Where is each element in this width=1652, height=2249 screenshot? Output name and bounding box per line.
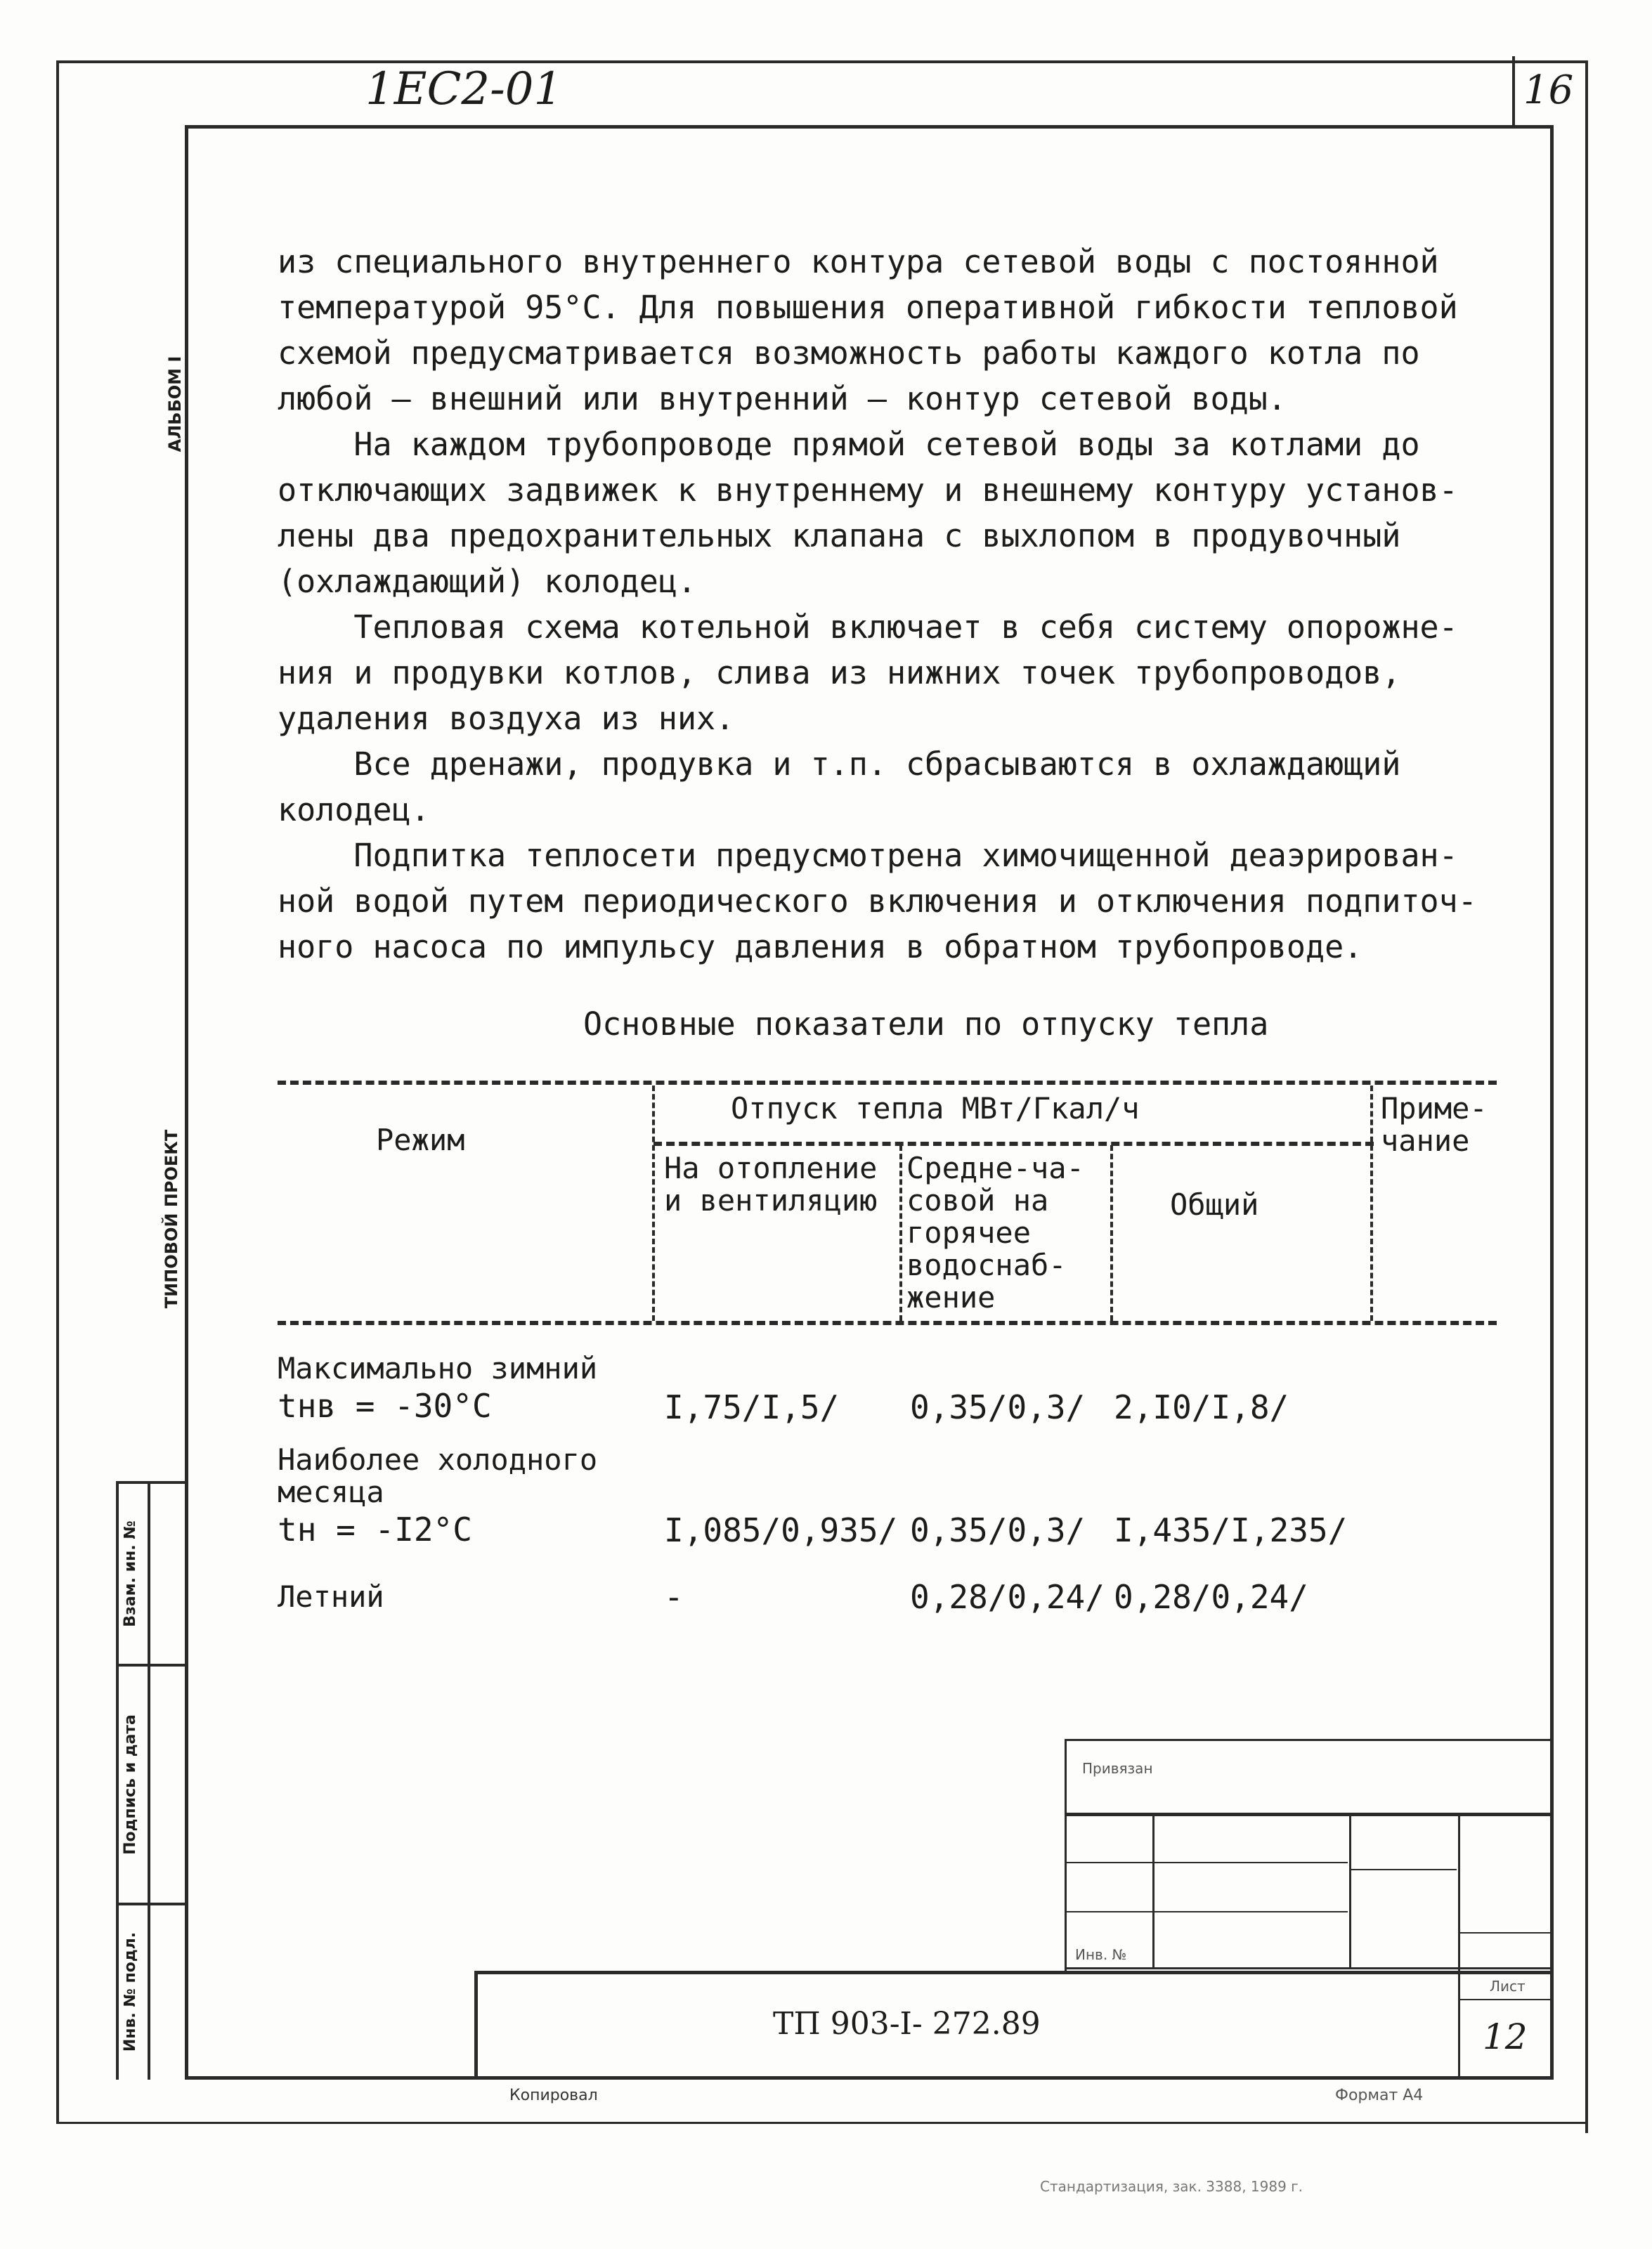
paragraph-line: любой – внешний или внутренний – контур сетевой воды.	[278, 380, 1287, 417]
header-note	[1381, 1093, 1488, 1157]
header-hotwater-line: жение	[906, 1280, 996, 1315]
paragraph-line: колодец.	[278, 791, 430, 828]
paragraph-line: ной водой путем периодического включения и отключения подпиточ-	[278, 882, 1477, 920]
table-vline-3	[1110, 1145, 1113, 1321]
frame-inner-top	[186, 125, 1553, 129]
table-border-top	[278, 1081, 1497, 1085]
stamp-inner-h4	[1460, 1932, 1552, 1934]
row-heating: -	[664, 1578, 684, 1616]
row-hotwater: 0,35/0,3/	[910, 1388, 1086, 1426]
stamp-inner-v2	[1349, 1816, 1351, 1967]
paragraph-line: лены два предохранительных клапана с выхлопом в продувочный	[278, 517, 1401, 554]
stamp-inner-h2	[1067, 1911, 1348, 1912]
stamp-left	[1065, 1739, 1067, 1971]
footer-format: Формат А4	[1335, 2087, 1424, 2104]
page-number: 16	[1523, 67, 1574, 113]
row-mode-line: tнв = -30°С	[278, 1387, 492, 1425]
table-row	[278, 1578, 1472, 1623]
header-heating-line: На отопление	[664, 1151, 878, 1185]
stamp-inner-v1	[1152, 1816, 1155, 1967]
header-total: Общий	[1170, 1187, 1259, 1222]
stamp-top	[1065, 1739, 1553, 1741]
paragraph-line: схемой предусматривается возможность работы каждого котла по	[278, 334, 1420, 372]
paragraph-line: отключающих задвижек к внутреннему и внешнему контуру установ-	[278, 471, 1458, 509]
stamp-sep-1	[1065, 1813, 1553, 1816]
row-total: 0,28/0,24/	[1114, 1578, 1308, 1616]
row-mode: Летний	[278, 1579, 384, 1614]
row-total: 2,I0/I,8/	[1114, 1388, 1289, 1426]
paragraph-line: ния и продувки котлов, слива из нижних точек трубопроводов,	[278, 654, 1401, 691]
header-divider	[1512, 56, 1515, 126]
paragraph-line: Подпитка теплосети предусмотрена химочищенной деаэрирован-	[278, 837, 1458, 874]
table-header-bottom	[278, 1321, 1497, 1325]
header-heating-line: и вентиляцию	[664, 1183, 878, 1218]
paragraph-line: Тепловая схема котельной включает в себя систему опорожне-	[278, 608, 1458, 646]
document-code: 1ЕС2-01	[365, 63, 563, 115]
row-mode-line: tн = -I2°С	[278, 1511, 472, 1549]
stamp-column-right	[148, 1482, 150, 2080]
table-vline-4	[1370, 1086, 1373, 1321]
row-mode-line: Наиболее холодного	[278, 1442, 598, 1477]
row-hotwater: 0,35/0,3/	[910, 1511, 1086, 1549]
stamp-sep-2	[1065, 1967, 1553, 1969]
stamp-designation: ТП 903-I- 272.89	[773, 2006, 1041, 2042]
table-group-divider	[653, 1142, 1374, 1146]
header-note-line: Приме-	[1381, 1091, 1488, 1126]
header-note-line: чание	[1381, 1123, 1470, 1158]
side-label-podpis: Подпись и дата	[122, 1714, 139, 1855]
header-hotwater-line: совой на	[906, 1183, 1049, 1218]
side-label-vzam: Взам. ин. №	[122, 1520, 139, 1627]
row-heating: I,75/I,5/	[664, 1388, 840, 1426]
frame-inner-right	[1550, 125, 1554, 2078]
header-hotwater	[906, 1152, 1084, 1314]
footer-kopiroval: Копировал	[509, 2087, 598, 2104]
frame-outer-top	[56, 60, 1588, 63]
stamp-inner-h3	[1351, 1869, 1457, 1870]
header-hotwater-line: Средне-ча-	[906, 1151, 1084, 1185]
footer-note: Стандартизация, зак. 3388, 1989 г.	[1040, 2178, 1303, 2195]
frame-outer-left	[56, 63, 59, 2122]
paragraph-line: ного насоса по импульсу давления в обратном трубопроводе.	[278, 928, 1363, 965]
body-text	[278, 239, 1477, 970]
table-vline-2	[899, 1145, 902, 1321]
paragraph-line: На каждом трубопроводе прямой сетевой воды за котлами до	[278, 426, 1420, 463]
frame-outer-bottom	[56, 2122, 1588, 2124]
paragraph-line: температурой 95°С. Для повышения оперативной гибкости тепловой	[278, 289, 1458, 326]
row-mode	[278, 1444, 597, 1551]
row-total: I,435/I,235/	[1114, 1511, 1348, 1549]
main-stamp-left	[474, 1971, 478, 2076]
row-mode	[278, 1352, 597, 1427]
table-row	[278, 1352, 1472, 1437]
header-group: Отпуск тепла МВт/Гкал/ч	[731, 1091, 1140, 1126]
table-row	[278, 1444, 1472, 1556]
stamp-sheet: 12	[1483, 2016, 1528, 2057]
stamp-inner-v3	[1458, 1816, 1460, 2076]
header-mode: Режим	[376, 1123, 465, 1157]
side-label-inv: Инв. № подл.	[122, 1931, 139, 2052]
frame-outer-right	[1585, 60, 1588, 2133]
row-hotwater: 0,28/0,24/	[910, 1578, 1105, 1616]
paragraph-line: из специального внутреннего контура сетевой воды с постоянной	[278, 243, 1439, 280]
row-mode-line: Максимально зимний	[278, 1351, 598, 1386]
paragraph-line: удаления воздуха из них.	[278, 700, 735, 737]
stamp-inner-h1	[1067, 1862, 1348, 1863]
header-heating	[664, 1152, 877, 1217]
paragraph-line: (охлаждающий) колодец.	[278, 563, 697, 600]
table-vline-1	[652, 1086, 655, 1321]
paragraph-line: Все дренажи, продувка и т.п. сбрасываются в охлаждающий	[278, 745, 1401, 783]
side-label-project: ТИПОВОЙ ПРОЕКТ	[162, 1129, 181, 1309]
side-label-album: АЛЬБОМ I	[165, 356, 185, 452]
stamp-inv-no: Инв. №	[1075, 1946, 1127, 1963]
row-mode-line: месяца	[278, 1475, 384, 1509]
stamp-inner-h5	[1460, 1999, 1552, 2000]
main-stamp-top	[474, 1971, 1553, 1974]
stamp-list-label: Лист	[1490, 1978, 1526, 1995]
stamp-privyazan: Привязан	[1082, 1760, 1153, 1777]
header-hotwater-line: горячее	[906, 1215, 1032, 1250]
header-hotwater-line: водоснаб-	[906, 1248, 1067, 1282]
stamp-column-left	[116, 1482, 119, 2080]
frame-inner-bottom	[185, 2076, 1554, 2080]
row-heating: I,085/0,935/	[664, 1511, 898, 1549]
table-caption: Основные показатели по отпуску тепла	[583, 1005, 1269, 1043]
